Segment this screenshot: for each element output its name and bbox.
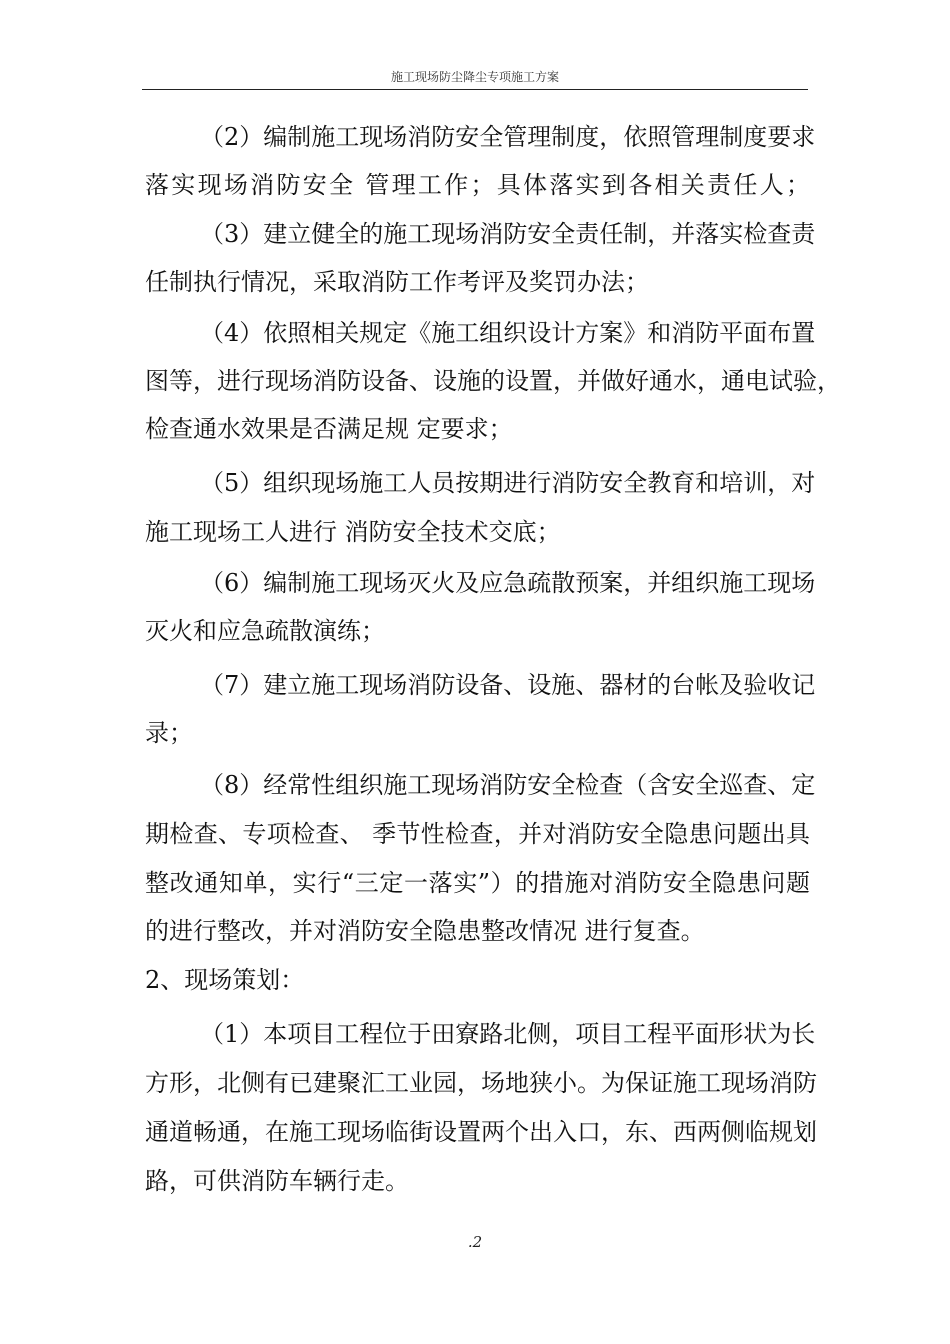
text-line: 检查通水效果是否满足规 定要求； [145,415,513,443]
text-line: （5）组织现场施工人员按期进行消防安全教育和培训，对 [200,469,816,497]
text-line: （4）依照相关规定《施工组织设计方案》和消防平面布置 [200,319,816,347]
text-line: （3）建立健全的施工现场消防安全责任制，并落实检查责 [200,220,816,248]
text-line: 的进行整改，并对消防安全隐患整改情况 进行复查。 [145,917,705,945]
text-line: 落实现场消防安全 管理工作；具体落实到各相关责任人； [145,171,810,199]
text-line: （7）建立施工现场消防设备、设施、器材的台帐及验收记 [200,671,816,699]
text-line: （1）本项目工程位于田寮路北侧，项目工程平面形状为长 [200,1020,816,1048]
text-line: 图等，进行现场消防设备、设施的设置，并做好通水，通电试验， [145,367,841,395]
header-title: 施工现场防尘降尘专项施工方案 [390,70,559,84]
text-line: 路，可供消防车辆行走。 [145,1167,409,1195]
section-heading: 2、现场策划： [145,966,305,994]
text-line: （6）编制施工现场灭火及应急疏散预案，并组织施工现场 [200,569,816,597]
page-number: .2 [467,1233,483,1251]
text-line: 录； [145,719,193,747]
text-line: （8）经常性组织施工现场消防安全检查（含安全巡查、定 [200,771,816,799]
text-line: 期检查、专项检查、 季节性检查，并对消防安全隐患问题出具 [145,820,810,848]
text-line: 任制执行情况，采取消防工作考评及奖罚办法； [145,268,649,296]
text-line: 方形，北侧有已建聚汇工业园，场地狭小。为保证施工现场消防 [145,1069,817,1097]
text-line: 灭火和应急疏散演练； [145,617,385,645]
text-line: 整改通知单，实行“三定一落实”）的措施对消防安全隐患问题 [145,869,810,897]
text-line: 通道畅通，在施工现场临街设置两个出入口，东、西两侧临规划 [145,1118,817,1146]
header-divider [142,89,808,90]
text-line: 施工现场工人进行 消防安全技术交底； [145,518,561,546]
text-line: （2）编制施工现场消防安全管理制度，依照管理制度要求 [200,123,816,151]
